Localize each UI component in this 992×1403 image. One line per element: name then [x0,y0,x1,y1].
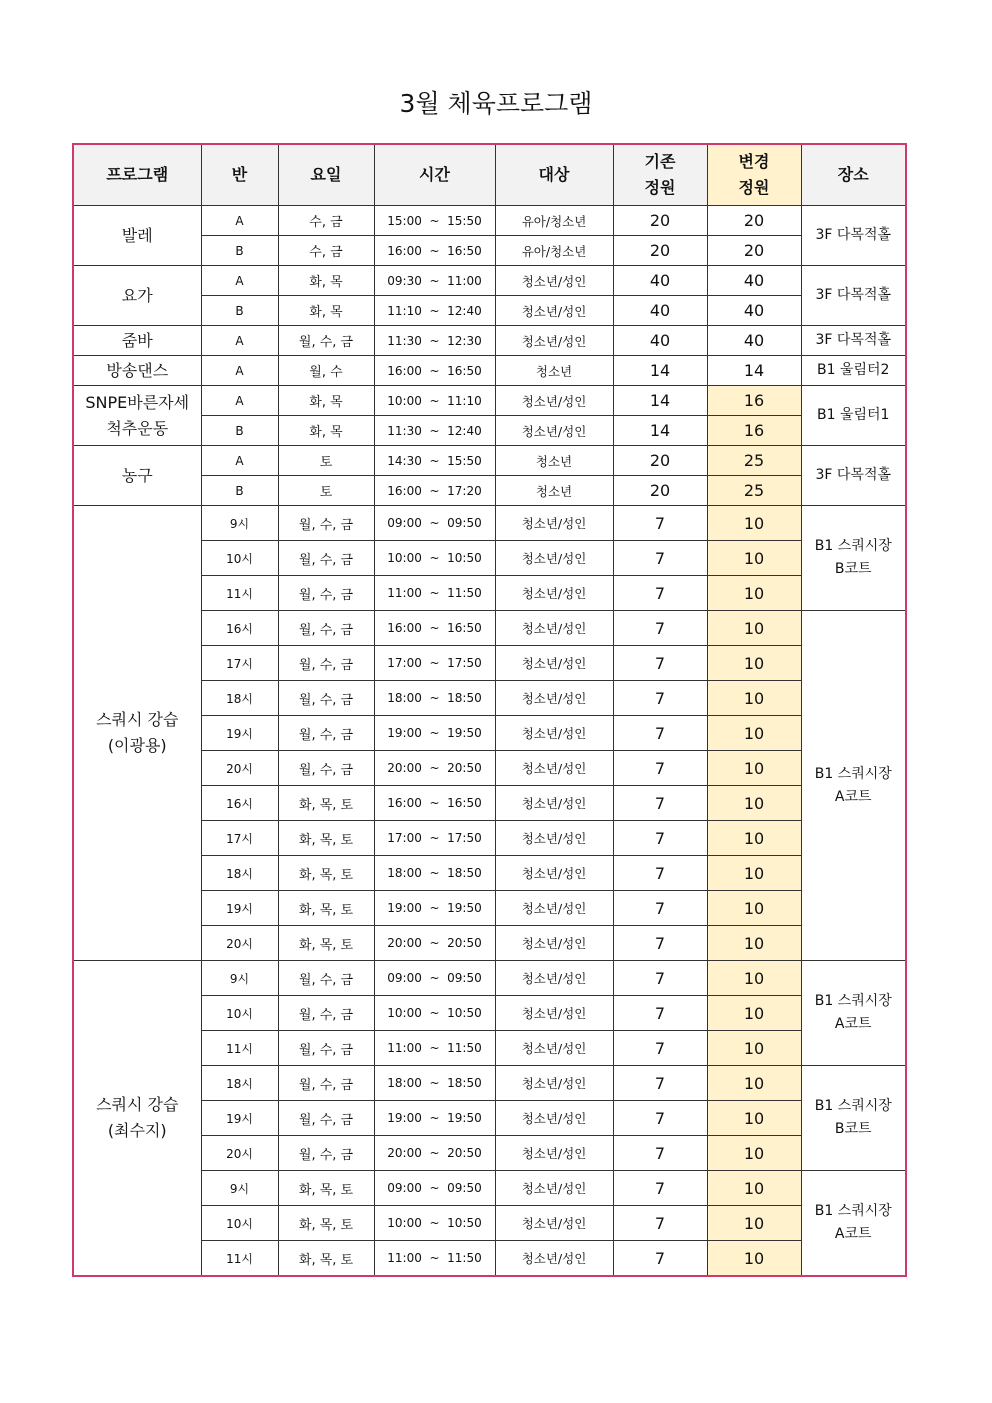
target-cell: 청소년/성인 [495,296,613,326]
class-cell: 18시 [201,681,278,716]
location-line: B1 스쿼시장 [814,993,892,1009]
target-cell: 청소년/성인 [495,821,613,856]
program-name-cell [73,446,201,506]
changed-capacity-cell: 10 [707,1241,801,1277]
days-cell: 화, 목, 토 [278,1206,374,1241]
location-line: B1 울림터2 [817,362,890,378]
header-changed-capacity [707,144,801,206]
target-cell: 청소년/성인 [495,996,613,1031]
days-cell: 월, 수, 금 [278,646,374,681]
time-cell: 15:00 ~ 15:50 [374,206,495,236]
original-capacity-cell: 14 [613,356,707,386]
location-cell [801,386,906,446]
header-time: 시간 [374,144,495,206]
class-cell: 19시 [201,1101,278,1136]
time-cell: 17:00 ~ 17:50 [374,821,495,856]
days-cell: 월, 수, 금 [278,716,374,751]
time-cell: 20:00 ~ 20:50 [374,751,495,786]
days-cell: 월, 수, 금 [278,996,374,1031]
days-cell: 월, 수, 금 [278,506,374,541]
class-cell: B [201,296,278,326]
table-row [73,326,906,356]
original-capacity-cell: 7 [613,681,707,716]
target-cell: 청소년/성인 [495,1206,613,1241]
time-cell: 09:00 ~ 09:50 [374,961,495,996]
target-cell: 청소년/성인 [495,961,613,996]
location-cell [801,611,906,961]
original-capacity-cell: 7 [613,751,707,786]
changed-capacity-cell: 10 [707,1206,801,1241]
original-capacity-cell: 7 [613,611,707,646]
location-line: A코트 [834,1016,872,1032]
changed-capacity-cell: 10 [707,786,801,821]
days-cell: 월, 수, 금 [278,611,374,646]
class-cell: 17시 [201,821,278,856]
changed-capacity-cell: 10 [707,1101,801,1136]
class-cell: A [201,266,278,296]
class-cell: 9시 [201,1171,278,1206]
target-cell: 청소년/성인 [495,576,613,611]
location-cell [801,1066,906,1171]
time-cell: 16:00 ~ 16:50 [374,786,495,821]
table-row [73,446,906,476]
days-cell: 월, 수 [278,356,374,386]
target-cell: 청소년 [495,476,613,506]
table-row [73,356,906,386]
target-cell: 청소년/성인 [495,646,613,681]
location-line: B1 스쿼시장 [814,1203,892,1219]
original-capacity-cell: 14 [613,416,707,446]
original-capacity-cell: 7 [613,646,707,681]
changed-capacity-cell: 10 [707,1031,801,1066]
location-cell [801,961,906,1066]
header-class: 반 [201,144,278,206]
time-cell: 10:00 ~ 10:50 [374,541,495,576]
time-cell: 10:00 ~ 11:10 [374,386,495,416]
program-name-line: (이광용) [107,736,167,755]
target-cell: 청소년/성인 [495,1171,613,1206]
class-cell: 17시 [201,646,278,681]
program-name-line: 요가 [121,285,153,305]
location-line: B1 스쿼시장 [814,538,892,554]
changed-capacity-cell: 40 [707,296,801,326]
changed-capacity-cell: 16 [707,386,801,416]
class-cell: A [201,326,278,356]
time-cell: 19:00 ~ 19:50 [374,716,495,751]
original-capacity-cell: 7 [613,786,707,821]
class-cell: B [201,476,278,506]
time-cell: 11:30 ~ 12:40 [374,416,495,446]
days-cell: 수, 금 [278,206,374,236]
days-cell: 토 [278,446,374,476]
location-line: B코트 [834,1121,872,1137]
days-cell: 화, 목 [278,296,374,326]
time-cell: 18:00 ~ 18:50 [374,681,495,716]
changed-capacity-cell: 10 [707,1171,801,1206]
table-row [73,206,906,236]
original-capacity-cell: 7 [613,506,707,541]
days-cell: 월, 수, 금 [278,1136,374,1171]
target-cell: 청소년/성인 [495,266,613,296]
class-cell: 11시 [201,1031,278,1066]
target-cell: 청소년/성인 [495,611,613,646]
original-capacity-cell: 7 [613,576,707,611]
days-cell: 월, 수, 금 [278,541,374,576]
days-cell: 화, 목, 토 [278,926,374,961]
class-cell: 20시 [201,926,278,961]
original-capacity-cell: 40 [613,296,707,326]
original-capacity-cell: 7 [613,1066,707,1101]
target-cell: 청소년/성인 [495,716,613,751]
days-cell: 월, 수, 금 [278,751,374,786]
changed-capacity-cell: 10 [707,821,801,856]
class-cell: 11시 [201,576,278,611]
location-cell [801,506,906,611]
time-cell: 20:00 ~ 20:50 [374,1136,495,1171]
location-cell [801,266,906,326]
program-schedule-table [72,143,907,1277]
original-capacity-cell: 7 [613,1241,707,1277]
class-cell: 20시 [201,751,278,786]
target-cell: 청소년/성인 [495,506,613,541]
changed-capacity-cell: 10 [707,681,801,716]
class-cell: A [201,446,278,476]
class-cell: 16시 [201,786,278,821]
target-cell: 청소년/성인 [495,1101,613,1136]
program-name-line: 발레 [121,225,153,245]
program-name-cell [73,506,201,961]
location-cell [801,206,906,266]
header-days: 요일 [278,144,374,206]
target-cell: 청소년/성인 [495,751,613,786]
program-name-line: 스쿼시 강습 [96,710,179,729]
days-cell: 수, 금 [278,236,374,266]
header-original-line1: 기존 [644,152,676,171]
original-capacity-cell: 7 [613,891,707,926]
original-capacity-cell: 7 [613,1101,707,1136]
target-cell: 청소년/성인 [495,416,613,446]
time-cell: 11:00 ~ 11:50 [374,576,495,611]
target-cell: 청소년/성인 [495,1241,613,1277]
program-name-line: (최수지) [107,1121,167,1140]
changed-capacity-cell: 16 [707,416,801,446]
class-cell: 10시 [201,1206,278,1241]
time-cell: 10:00 ~ 10:50 [374,1206,495,1241]
location-cell [801,326,906,356]
changed-capacity-cell: 14 [707,356,801,386]
days-cell: 월, 수, 금 [278,1066,374,1101]
table-row [73,506,906,541]
days-cell: 화, 목 [278,416,374,446]
location-cell [801,1171,906,1277]
time-cell: 11:00 ~ 11:50 [374,1031,495,1066]
days-cell: 화, 목, 토 [278,1241,374,1277]
header-program: 프로그램 [73,144,201,206]
original-capacity-cell: 7 [613,1031,707,1066]
changed-capacity-cell: 40 [707,326,801,356]
target-cell: 유아/청소년 [495,236,613,266]
changed-capacity-cell: 10 [707,1066,801,1101]
location-line: B코트 [834,561,872,577]
program-name-cell [73,206,201,266]
original-capacity-cell: 7 [613,1206,707,1241]
location-line: B1 울림터1 [817,407,890,423]
original-capacity-cell: 14 [613,386,707,416]
class-cell: 20시 [201,1136,278,1171]
time-cell: 14:30 ~ 15:50 [374,446,495,476]
changed-capacity-cell: 20 [707,206,801,236]
time-cell: 16:00 ~ 16:50 [374,236,495,266]
table-row [73,386,906,416]
target-cell: 청소년/성인 [495,681,613,716]
original-capacity-cell: 7 [613,996,707,1031]
changed-capacity-cell: 10 [707,1136,801,1171]
class-cell: A [201,386,278,416]
header-original-capacity [613,144,707,206]
table-row [73,961,906,996]
class-cell: A [201,356,278,386]
class-cell: 16시 [201,611,278,646]
program-name-line: 스쿼시 강습 [96,1095,179,1114]
changed-capacity-cell: 10 [707,751,801,786]
days-cell: 월, 수, 금 [278,681,374,716]
program-name-cell [73,386,201,446]
program-name-cell [73,326,201,356]
original-capacity-cell: 20 [613,236,707,266]
days-cell: 월, 수, 금 [278,326,374,356]
target-cell: 청소년 [495,446,613,476]
target-cell: 청소년/성인 [495,541,613,576]
class-cell: 9시 [201,961,278,996]
target-cell: 청소년/성인 [495,1136,613,1171]
location-line: 3F 다목적홀 [815,227,891,243]
changed-capacity-cell: 10 [707,926,801,961]
changed-capacity-cell: 10 [707,646,801,681]
target-cell: 청소년/성인 [495,891,613,926]
class-cell: 18시 [201,1066,278,1101]
time-cell: 09:30 ~ 11:00 [374,266,495,296]
class-cell: 11시 [201,1241,278,1277]
header-location: 장소 [801,144,906,206]
location-line: A코트 [834,788,872,805]
changed-capacity-cell: 10 [707,961,801,996]
original-capacity-cell: 7 [613,926,707,961]
program-name-cell [73,961,201,1277]
changed-capacity-cell: 25 [707,446,801,476]
days-cell: 화, 목, 토 [278,821,374,856]
changed-capacity-cell: 10 [707,716,801,751]
program-name-line: 방송댄스 [106,360,169,380]
original-capacity-cell: 7 [613,541,707,576]
location-cell [801,446,906,506]
location-cell [801,356,906,386]
changed-capacity-cell: 10 [707,541,801,576]
class-cell: 10시 [201,541,278,576]
target-cell: 유아/청소년 [495,206,613,236]
header-target: 대상 [495,144,613,206]
program-name-line: 줌바 [121,330,153,350]
program-name-line: SNPE바른자세 [85,392,190,412]
page-title: 3월 체육프로그램 [399,89,593,118]
target-cell: 청소년/성인 [495,386,613,416]
days-cell: 화, 목, 토 [278,1171,374,1206]
original-capacity-cell: 7 [613,1171,707,1206]
header-original-line2: 정원 [644,178,676,197]
time-cell: 19:00 ~ 19:50 [374,891,495,926]
time-cell: 09:00 ~ 09:50 [374,1171,495,1206]
location-line: 3F 다목적홀 [815,287,891,303]
time-cell: 10:00 ~ 10:50 [374,996,495,1031]
days-cell: 월, 수, 금 [278,961,374,996]
original-capacity-cell: 7 [613,1136,707,1171]
class-cell: B [201,236,278,266]
days-cell: 화, 목 [278,266,374,296]
time-cell: 16:00 ~ 16:50 [374,611,495,646]
class-cell: 10시 [201,996,278,1031]
location-line: 3F 다목적홀 [815,467,891,483]
time-cell: 18:00 ~ 18:50 [374,856,495,891]
time-cell: 11:10 ~ 12:40 [374,296,495,326]
changed-capacity-cell: 10 [707,576,801,611]
original-capacity-cell: 7 [613,716,707,751]
time-cell: 19:00 ~ 19:50 [374,1101,495,1136]
target-cell: 청소년/성인 [495,326,613,356]
days-cell: 화, 목, 토 [278,786,374,821]
class-cell: 18시 [201,856,278,891]
changed-capacity-cell: 10 [707,611,801,646]
header-row [73,144,906,206]
target-cell: 청소년/성인 [495,786,613,821]
location-line: B1 스쿼시장 [814,765,892,782]
time-cell: 16:00 ~ 17:20 [374,476,495,506]
time-cell: 16:00 ~ 16:50 [374,356,495,386]
program-name-line: 농구 [121,465,153,485]
target-cell: 청소년/성인 [495,926,613,961]
original-capacity-cell: 40 [613,326,707,356]
original-capacity-cell: 20 [613,446,707,476]
changed-capacity-cell: 25 [707,476,801,506]
original-capacity-cell: 7 [613,961,707,996]
program-name-cell [73,266,201,326]
time-cell: 17:00 ~ 17:50 [374,646,495,681]
changed-capacity-cell: 10 [707,506,801,541]
days-cell: 토 [278,476,374,506]
table-row [73,266,906,296]
header-changed-line1: 변경 [738,152,770,171]
time-cell: 18:00 ~ 18:50 [374,1066,495,1101]
program-name-line: 척추운동 [106,418,169,438]
target-cell: 청소년/성인 [495,856,613,891]
time-cell: 11:00 ~ 11:50 [374,1241,495,1277]
target-cell: 청소년 [495,356,613,386]
header-changed-line2: 정원 [738,178,770,197]
schedule-body [73,206,906,1277]
days-cell: 화, 목, 토 [278,856,374,891]
original-capacity-cell: 7 [613,856,707,891]
original-capacity-cell: 40 [613,266,707,296]
class-cell: B [201,416,278,446]
changed-capacity-cell: 10 [707,856,801,891]
location-line: A코트 [834,1226,872,1242]
time-cell: 09:00 ~ 09:50 [374,506,495,541]
original-capacity-cell: 7 [613,821,707,856]
program-name-cell [73,356,201,386]
changed-capacity-cell: 20 [707,236,801,266]
time-cell: 20:00 ~ 20:50 [374,926,495,961]
days-cell: 월, 수, 금 [278,1031,374,1066]
changed-capacity-cell: 10 [707,996,801,1031]
class-cell: A [201,206,278,236]
days-cell: 화, 목 [278,386,374,416]
days-cell: 월, 수, 금 [278,1101,374,1136]
changed-capacity-cell: 40 [707,266,801,296]
days-cell: 화, 목, 토 [278,891,374,926]
class-cell: 9시 [201,506,278,541]
target-cell: 청소년/성인 [495,1031,613,1066]
location-line: 3F 다목적홀 [815,332,891,348]
time-cell: 11:30 ~ 12:30 [374,326,495,356]
class-cell: 19시 [201,716,278,751]
target-cell: 청소년/성인 [495,1066,613,1101]
location-line: B1 스쿼시장 [814,1098,892,1114]
days-cell: 월, 수, 금 [278,576,374,611]
original-capacity-cell: 20 [613,206,707,236]
class-cell: 19시 [201,891,278,926]
changed-capacity-cell: 10 [707,891,801,926]
original-capacity-cell: 20 [613,476,707,506]
